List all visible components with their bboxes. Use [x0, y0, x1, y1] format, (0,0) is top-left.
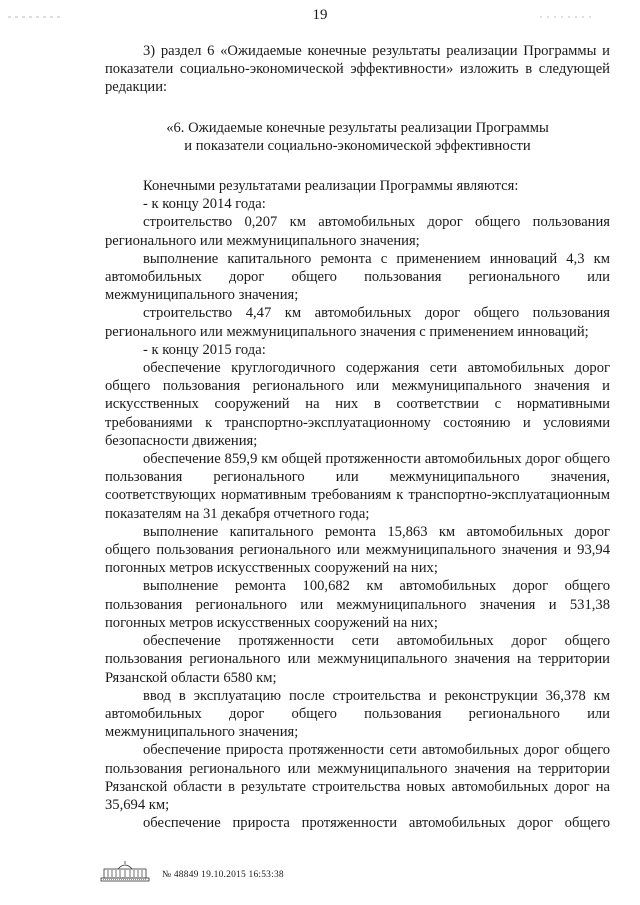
paragraph: выполнение капитального ремонта 15,863 км автомобильных дорог общего пользования регионального или межмуниципального значения и 93,94 погонных метров искусственных сооружений на них;	[105, 523, 610, 577]
building-stamp-icon	[100, 860, 150, 882]
paragraph: - к концу 2014 года:	[143, 196, 266, 213]
document-footer	[100, 858, 284, 882]
paragraph: обеспечение прироста протяженности сети автомобильных дорог общего пользования регионального или межмуниципального значения на территории Рязанской области в результате строительства новых автомобильных дорог на 35,694 км;	[105, 742, 610, 813]
paragraph: обеспечение круглогодичного содержания сети автомобильных дорог общего пользования регионального или межмуниципального значения и искусственных сооружений на них в соответствии с нормативными требованиями к транспортно-эксплуатационному состоянию и условиями безопасности движения;	[105, 360, 610, 449]
paragraph: обеспечение протяженности сети автомобильных дорог общего пользования регионального или межмуниципального значения на территории Рязанской области 6580 км;	[105, 633, 610, 686]
page-number: 19	[312, 7, 328, 23]
section-heading-line-2: и показатели социально-экономической эффективности	[184, 137, 531, 154]
section-heading-line-1: «6. Ожидаемые конечные результаты реализации Программы	[166, 119, 549, 136]
paragraph: ввод в эксплуатацию после строительства и реконструкции 36,378 км автомобильных дорог общего пользования регионального или межмуниципального значения;	[105, 687, 610, 741]
document-body	[105, 42, 610, 832]
paragraph: выполнение ремонта 100,682 км автомобильных дорог общего пользования регионального или межмуниципального значения и 531,38 погонных метров искусственных сооружений на них;	[105, 578, 610, 631]
paragraph: строительство 0,207 км автомобильных дорог общего пользования регионального или межмуниципального значения;	[105, 214, 610, 249]
paragraph: - к концу 2015 года:	[143, 341, 266, 358]
paragraph: Конечными результатами реализации Программы являются:	[143, 178, 519, 195]
section-heading	[105, 119, 610, 155]
intro-paragraph: 3) раздел 6 «Ожидаемые конечные результаты реализации Программы и показатели социально-экономической эффективности» изложить в следующей редакции:	[105, 43, 610, 96]
paragraph: обеспечение прироста протяженности автомобильных дорог общего	[143, 815, 610, 832]
paragraph: обеспечение 859,9 км общей протяженности автомобильных дорог общего пользования регионального или межмуниципального значения, соответствующих нормативным требованиям к транспортно-эксплуатационным показателям на 31 декабря отчетного года;	[105, 451, 610, 522]
registration-number: № 48849 19.10.2015 16:53:38	[162, 870, 284, 880]
paragraph: строительство 4,47 км автомобильных дорог общего пользования регионального или межмуниципального значения с применением инноваций;	[105, 305, 610, 340]
paragraph: выполнение капитального ремонта с применением инноваций 4,3 км автомобильных дорог общего пользования регионального или межмуниципального значения;	[105, 250, 610, 304]
